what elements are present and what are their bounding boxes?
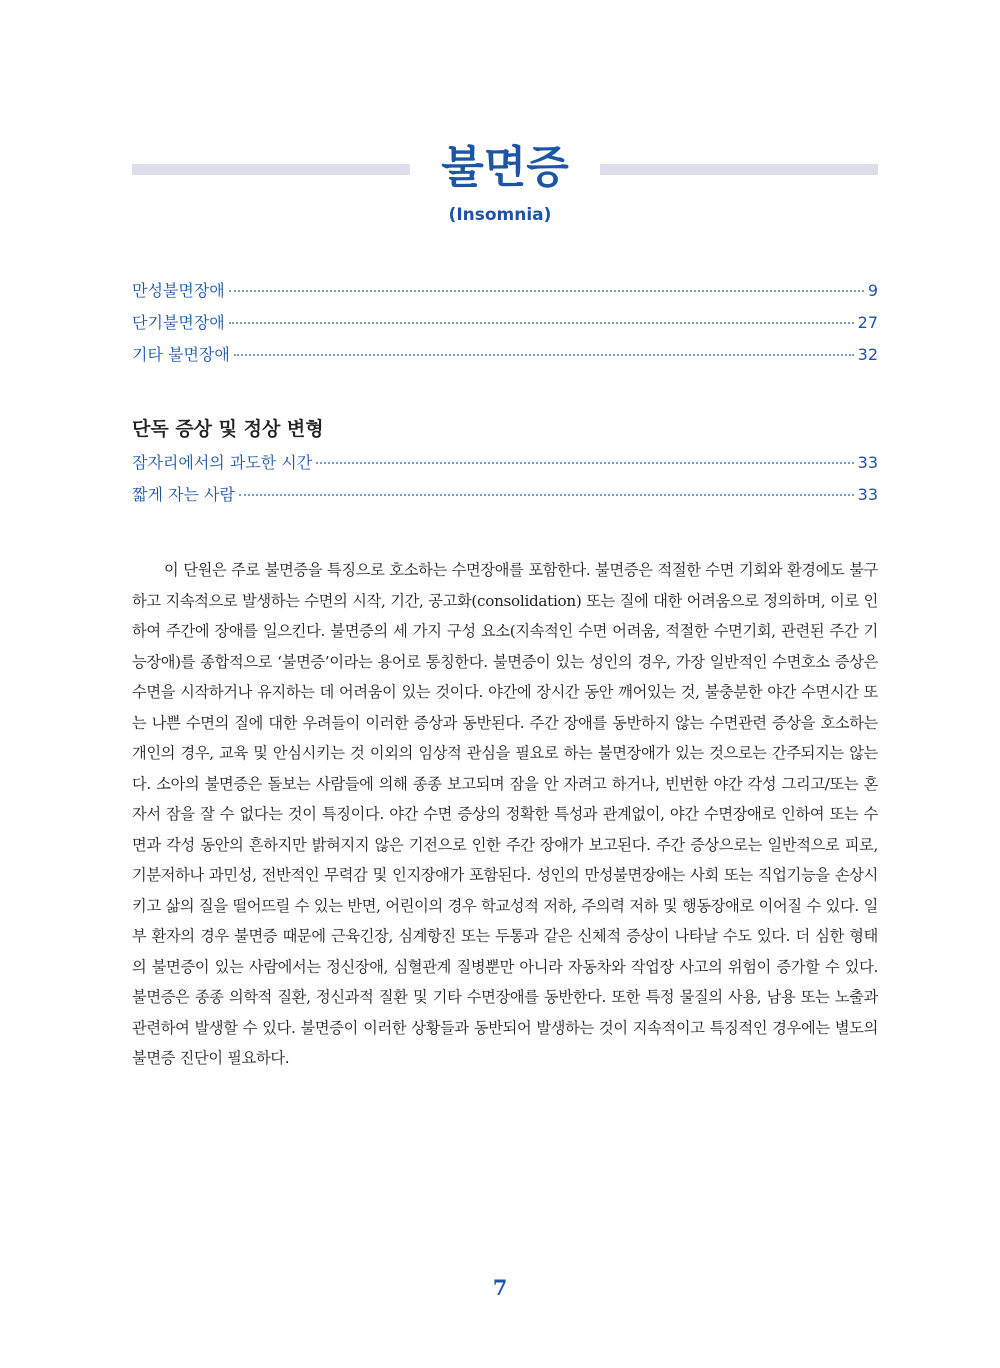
body-paragraph: 이 단원은 주로 불면증을 특징으로 호소하는 수면장애를 포함한다. 불면증은 적절한 수면 기회와 환경에도 불구하고 지속적으로 발생하는 수면의 시작, 기간, 공고화(consolidation) 또는 질에 대한 어려움으로 정의하며, 이로 인하여 주간에 장애를 일으킨다. 불면증의 세 가지 구성 요소(지속적인 수면 어려움, 적절한 수면기회, 관련된 주간 기능장애)를 종합적으로 ‘불면증’이라는 용어로 통칭한다. 불면증이 있는 성인의 경우, 가장 일반적인 수면호소 증상은 수면을 시작하거나 유지하는 데 어려움이 있는 것이다. 야간에 장시간 동안 깨어있는 것, 불충분한 야간 수면시간 또는 나쁜 수면의 질에 대한 우려들이 이러한 증상과 동반된다. 주간 장애를 동반하지 않는 수면관련 증상을 호소하는 개인의 경우, 교육 및 안심시키는 것 이외의 임상적 관심을 필요로 하는 불면장애가 있는 것으로는 간주되지는 않는다. 소아의 불면증은 돌보는 사람들에 의해 종종 보고되며 잠을 안 자려고 하거나, 빈번한 야간 각성 그리고/또는 혼자서 잠을 잘 수 없다는 것이 특징이다. 야간 수면 증상의 정확한 특성과 관계없이, 야간 수면장애로 인하여 또는 수면과 각성 동안의 흔하지만 밝혀지지 않은 기전으로 인한 주간 장애가 보고된다. 주간 증상으로는 일반적으로 피로, 기분저하나 과민성, 전반적인 무력감 및 인지장애가 포함된다. 성인의 만성불면장애는 사회 또는 직업기능을 손상시키고 삶의 질을 떨어뜨릴 수 있는 반면, 어린이의 경우 학교성적 저하, 주의력 저하 및 행동장애로 이어질 수 있다. 일부 환자의 경우 불면증 때문에 근육긴장, 심계항진 또는 두통과 같은 신체적 증상이 나타날 수도 있다. 더 심한 형태의 불면증이 있는 사람에서는 정신장애, 심혈관계 질병뿐만 아니라 자동차와 작업장 사고의 위험이 증가할 수 있다. 불면증은 종종 의학적 질환, 정신과적 질환 및 기타 수면장애를 동반한다. 또한 특정 물질의 사용, 남용 또는 노출과 관련하여 발생할 수 있다. 불면증이 이러한 상황들과 동반되어 발생하는 것이 지속적이고 특징적인 경우에는 별도의 불면증 진단이 필요하다. — [132, 561, 878, 1067]
toc-entry[interactable] — [132, 310, 878, 342]
page-title: 불면증 — [441, 142, 569, 193]
toc-entry[interactable] — [132, 278, 878, 310]
toc-main — [132, 278, 878, 374]
title-row — [132, 138, 878, 198]
page-number: 7 — [492, 1275, 508, 1300]
toc-section — [132, 450, 878, 514]
toc-leader-dots — [229, 322, 854, 324]
toc-entry-page: 27 — [857, 313, 878, 332]
toc-entry-label: 잠자리에서의 과도한 시간 — [132, 453, 313, 472]
toc-entry[interactable] — [132, 450, 878, 482]
toc-entry[interactable] — [132, 482, 878, 514]
toc-entry[interactable] — [132, 342, 878, 374]
toc-entry-page: 9 — [867, 281, 878, 300]
toc-entry-label: 만성불면장애 — [132, 281, 225, 300]
toc-entry-label: 단기불면장애 — [132, 313, 225, 332]
toc-leader-dots — [316, 462, 853, 464]
toc-entry-page: 33 — [857, 485, 878, 504]
toc-entry-page: 33 — [857, 453, 878, 472]
section-heading: 단독 증상 및 정상 변형 — [132, 418, 324, 440]
toc-leader-dots — [234, 354, 854, 356]
toc-entry-page: 32 — [857, 345, 878, 364]
page-subtitle: (Insomnia) — [448, 205, 552, 225]
toc-entry-label: 기타 불면장애 — [132, 345, 230, 364]
toc-leader-dots — [239, 494, 854, 496]
toc-leader-dots — [229, 290, 864, 292]
toc-entry-label: 짧게 자는 사람 — [132, 485, 235, 504]
